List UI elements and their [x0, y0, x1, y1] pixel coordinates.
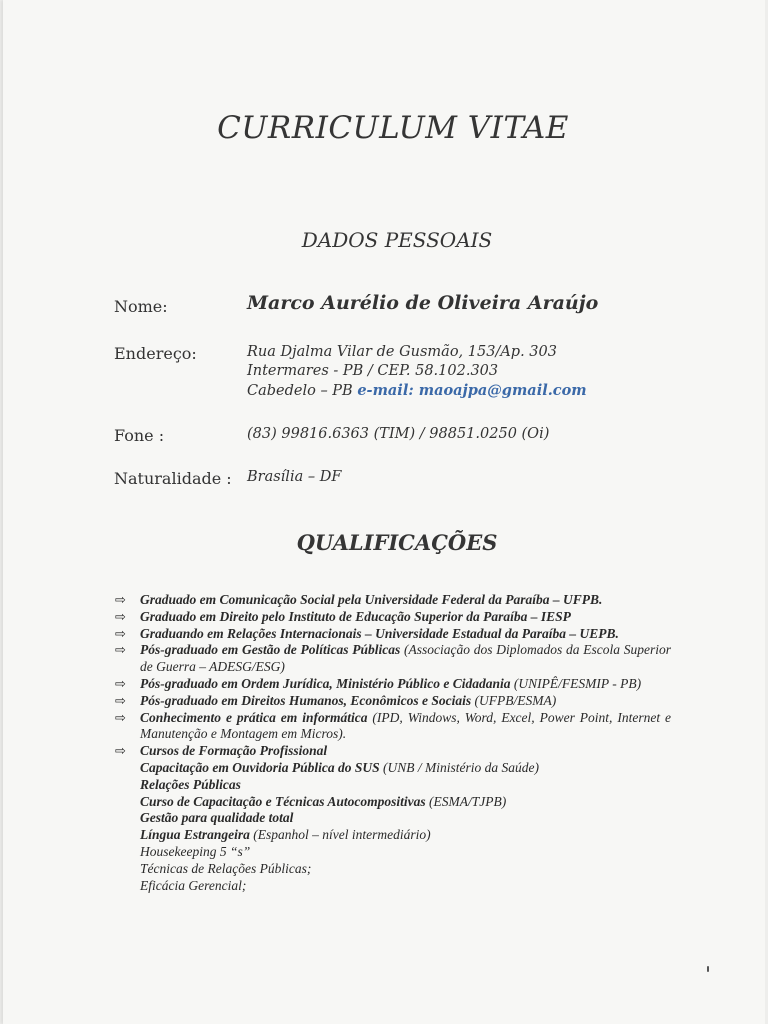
- qualification-text: [140, 609, 671, 626]
- qualification-item: [115, 609, 671, 626]
- address-label: Endereço:: [114, 344, 197, 363]
- qualification-item: [115, 743, 671, 760]
- name-value: Marco Aurélio de Oliveira Araújo: [247, 292, 599, 314]
- qualification-title: Graduado em Direito pelo Instituto de Educação Superior da Paraíba – IESP: [140, 608, 571, 624]
- qualification-text: [140, 693, 671, 710]
- course-item: [115, 760, 671, 777]
- course-title: Curso de Capacitação e Técnicas Autocompositivas: [140, 793, 426, 809]
- course-title: Gestão para qualidade total: [140, 810, 294, 826]
- address-line-2: Intermares - PB / CEP. 58.102.303: [247, 363, 499, 379]
- course-detail: Housekeeping 5 “s”: [140, 843, 251, 859]
- qualification-item: [115, 693, 671, 710]
- cv-page: [3, 0, 765, 1024]
- course-item: [115, 861, 671, 878]
- qualification-item: [115, 710, 671, 744]
- qualification-text: [140, 626, 671, 643]
- qualification-item: [115, 626, 671, 643]
- course-detail: (ESMA/TJPB): [425, 793, 507, 809]
- scan-speck: [707, 966, 709, 972]
- qualification-detail: (IPD, Windows, Word, Excel, Power Point, Internet e Manutenção e Montagem em Micros).: [140, 709, 671, 742]
- qualification-detail: (UNIPÊ/FESMIP - PB): [510, 675, 642, 691]
- qualification-text: [140, 642, 671, 676]
- qualification-title: Conhecimento e prática em informática: [140, 709, 368, 725]
- arrow-right-icon: ⇨: [115, 709, 126, 725]
- name-label: Nome:: [114, 297, 168, 316]
- arrow-right-icon: ⇨: [115, 642, 126, 658]
- course-item: [115, 844, 671, 861]
- arrow-right-icon: ⇨: [115, 625, 126, 641]
- course-detail: Eficácia Gerencial;: [140, 877, 247, 893]
- address-city: Cabedelo – PB: [247, 383, 353, 399]
- qualification-title: Cursos de Formação Profissional: [140, 743, 328, 759]
- qualification-text: [140, 710, 671, 744]
- document-title: CURRICULUM VITAE: [217, 110, 569, 146]
- course-item: [115, 878, 671, 895]
- phone-label: Fone :: [114, 426, 165, 445]
- arrow-right-icon: ⇨: [115, 743, 126, 759]
- birthplace-label: Naturalidade :: [114, 469, 232, 488]
- course-item: [115, 794, 671, 811]
- email-link[interactable]: e-mail: maoajpa@gmail.com: [357, 382, 587, 399]
- personal-data-heading: DADOS PESSOAIS: [301, 228, 493, 252]
- course-detail: Técnicas de Relações Públicas;: [140, 860, 312, 876]
- arrow-right-icon: ⇨: [115, 675, 126, 691]
- course-item: [115, 810, 671, 827]
- arrow-right-icon: ⇨: [115, 608, 126, 624]
- course-title: Relações Públicas: [140, 776, 241, 792]
- qualification-text: [140, 743, 671, 760]
- qualification-title: Graduando em Relações Internacionais – Universidade Estadual da Paraíba – UEPB.: [140, 625, 619, 641]
- address-value: [247, 343, 587, 401]
- qualification-detail: (UFPB/ESMA): [471, 692, 557, 708]
- course-title: Língua Estrangeira: [140, 827, 250, 843]
- qualification-item: [115, 592, 671, 609]
- address-line-1: Rua Djalma Vilar de Gusmão, 153/Ap. 303: [247, 344, 557, 360]
- qualification-title: Pós-graduado em Gestão de Políticas Públicas: [140, 642, 401, 658]
- course-detail: (UNB / Ministério da Saúde): [379, 759, 539, 775]
- birthplace-value: Brasília – DF: [247, 469, 342, 485]
- course-item: [115, 777, 671, 794]
- qualification-detail: (Associação dos Diplomados da Escola Superior de Guerra – ADESG/ESG): [140, 642, 672, 675]
- course-detail: (Espanhol – nível intermediário): [249, 827, 431, 843]
- qualification-title: Pós-graduado em Direitos Humanos, Econômicos e Sociais: [140, 692, 472, 708]
- qualification-title: Graduado em Comunicação Social pela Universidade Federal da Paraíba – UFPB.: [140, 592, 603, 607]
- qualification-item: [115, 676, 671, 693]
- qualifications-heading: QUALIFICAÇÕES: [296, 530, 498, 555]
- qualifications-list: [115, 592, 671, 894]
- qualification-item: [115, 642, 671, 676]
- course-title: Capacitação em Ouvidoria Pública do SUS: [140, 759, 380, 775]
- address-line-3: [247, 381, 587, 401]
- arrow-right-icon: ⇨: [115, 692, 126, 708]
- phone-value: (83) 99816.6363 (TIM) / 98851.0250 (Oi): [247, 426, 550, 442]
- qualification-text: [140, 676, 671, 693]
- arrow-right-icon: ⇨: [115, 592, 126, 607]
- qualification-title: Pós-graduado em Ordem Jurídica, Ministério Público e Cidadania: [140, 675, 511, 691]
- qualification-text: [140, 592, 671, 609]
- course-item: [115, 827, 671, 844]
